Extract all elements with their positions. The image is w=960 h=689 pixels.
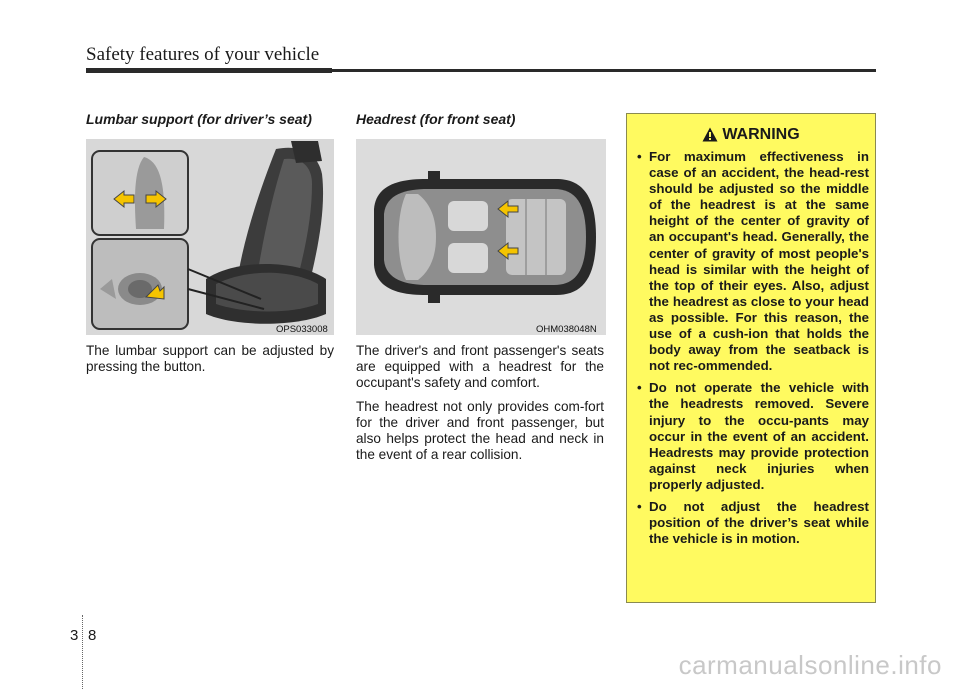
bullet-icon: • (637, 498, 642, 514)
seat-illustration (86, 139, 334, 335)
warning-item-text: Do not operate the vehicle with the headrests removed. Severe injury to the occu-pants may occur in the event of an accident. Headrests may provide protection against neck injuries when properly adjusted. (649, 380, 869, 492)
lumbar-paragraph: The lumbar support can be adjusted by pressing the button. (86, 343, 334, 374)
warning-item (637, 380, 869, 493)
page-header-title: Safety features of your vehicle (86, 44, 320, 65)
lumbar-image-code: OPS033008 (276, 324, 328, 335)
headrest-image-code: OHM038048N (536, 324, 597, 335)
headrest-car-image (356, 139, 606, 335)
dotted-divider (82, 615, 84, 689)
warning-item (637, 149, 869, 374)
bullet-icon: • (637, 380, 642, 396)
headrest-paragraph-1: The driver's and front passenger's seats are equipped with a headrest for the occupant's safety and comfort. (356, 343, 604, 390)
lumbar-heading: Lumbar support (for driver’s seat) (86, 111, 312, 127)
lumbar-body-text (86, 343, 334, 383)
warning-item-text: For maximum effectiveness in case of an accident, the head-rest should be adjusted so the middle of the headrest is at the same height of the center of gravity of an occupant's head. Generally, the center of gravity of most people's head is similar with the height of the top of their eyes. Also, adjust the headrest as close to your head as possible. For this reason, the use of a cush-ion that holds the body away from the seatback is not rec-ommended. (649, 149, 869, 374)
warning-box (626, 113, 876, 603)
warning-triangle-icon (702, 127, 718, 142)
headrest-paragraph-2: The headrest not only provides com-fort for the driver and front passenger, but also helps protect the head and neck in the event of a rear collision. (356, 399, 604, 462)
warning-item (637, 499, 869, 547)
warning-title-text: WARNING (722, 126, 800, 143)
headrest-heading: Headrest (for front seat) (356, 111, 516, 127)
headrest-body-text (356, 343, 604, 471)
bullet-icon: • (637, 149, 642, 164)
page-number: 8 (88, 627, 97, 644)
watermark: carmanualsonline.info (678, 650, 942, 680)
warning-title (627, 126, 875, 144)
lumbar-seat-image (86, 139, 334, 335)
warning-item-text: Do not adjust the headrest position of the driver’s seat while the vehicle is in motion. (649, 498, 869, 547)
warning-list (637, 149, 869, 553)
header-rule (86, 69, 876, 72)
chapter-number: 3 (70, 627, 79, 644)
car-top-view-illustration (356, 139, 606, 335)
